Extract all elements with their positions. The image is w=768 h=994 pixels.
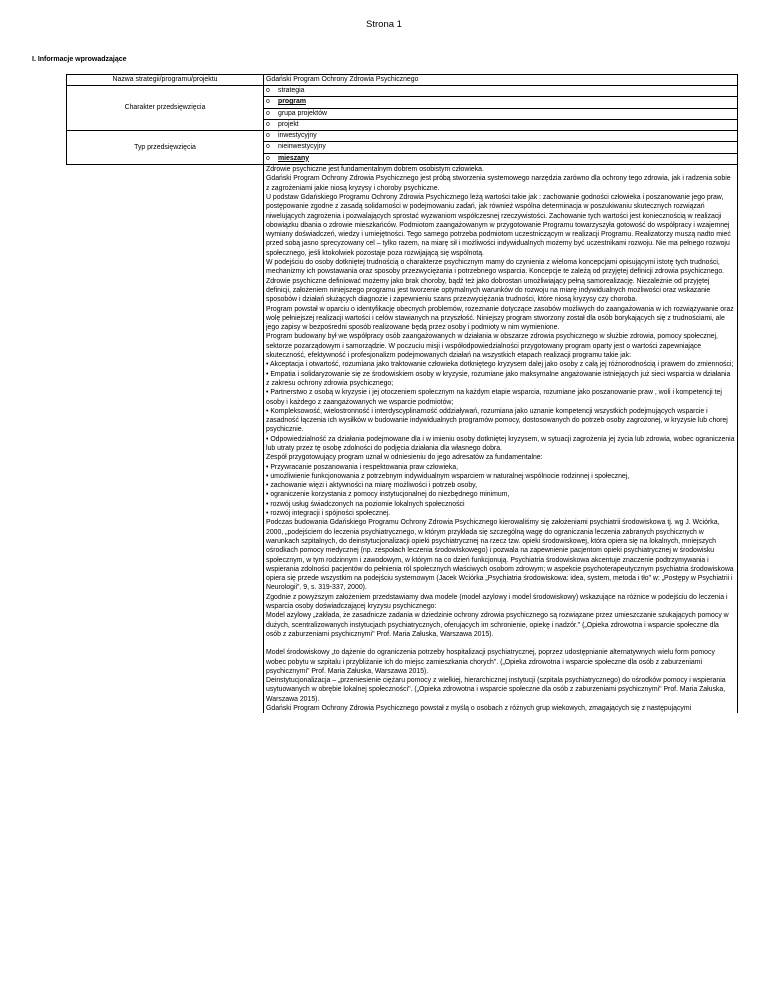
character-option-marker: o	[266, 109, 270, 117]
description-paragraph: Deinstytucjonalizacja – „przeniesienie ciężaru pomocy z wielkiej, hierarchicznej instytucji (szpitala psychiatrycznego) do ośrodków pomocy i wspierania usytuowanych w obrębie lokalnej społeczności". („Opieka zdrowotna i wsparcie społeczne dla osób z zaburzeniami psychicznymi" Prof. Maria Załuska, Warszawa 2015).	[266, 677, 726, 703]
description-paragraph: • Kompleksowość, wielostronność i interdyscyplinarność oddziaływań, rozumiana jako uznanie kompetencji wszystkich podejmujących wsparcie i zasadność łączenia ich wysiłków w budowanie indywidualnych programów pomocy, dostosowanych do potrzeb osoby zagrożonej, w kryzysie lub chorej psychicznie.	[266, 407, 728, 434]
type-option-label: nieinwestycyjny	[278, 143, 326, 151]
description-paragraph: • Akceptacja i otwartość, rozumiana jako traktowanie człowieka dotkniętego kryzysem dalej jako osoby z całą jej różnorodnością i prawem do zmienności;	[266, 361, 734, 369]
description-paragraph: Podczas budowania Gdańskiego Programu Ochrony Zdrowia Psychicznego kierowaliśmy się założeniami psychiatrii środowiskowa tj. wg J. Wciórka, 2000, „podejściem do leczenia psychiatrycznego, w którym przykłada się szczególną wagę do ograniczania leczenia zabranych psychicznych w warunkach szpitalnych, do deinstytucjonalizacji opieki psychiatrycznej na rzecz tzw. opieki środowiskowej, która opiera się na lokalnych, mniejszych ośrodkach pomocy medycznej (np. zespołach leczenia środowiskowego) i pozwala na zapewnienie pacjentom opieki psychiatrycznej w środowisku społecznym, w tym rodzinnym i zawodowym, w którym na co dzień funkcjonują. Psychiatria środowiskowa akcentuje znaczenie podtrzymywania i wspierania zdolności pacjentów do pełnienia ról społecznych właściwych osobom zdrowym; w aspekcie psychoterapeutycznym psychiatria środowiskowa opiera się przede wszystkim na podejściu systemowym (Jacek Wciórka „Psychiatria środowiskowa: idea, system, metoda i tło" w: „Postępy w Psychiatrii i Neurologii". 9, s. 319-337, 2000).	[266, 519, 734, 592]
description-paragraph: Zespół przygotowujący program uznał w odniesieniu do jego adresatów za fundamentalne:	[266, 454, 543, 462]
description-paragraph: • Partnerstwo z osobą w kryzysie i jej otoczeniem społecznym na każdym etapie wsparcia, rozumiane jako poszanowanie praw , woli i kompetencji tej osoby i każdego z zaangażowanych we wsparcie podmiotów;	[266, 389, 722, 406]
type-option-2[interactable]	[264, 154, 737, 164]
description-paragraph: • ograniczenie korzystania z pomocy instytucjonalnej do niezbędnego minimum,	[266, 491, 510, 499]
type-option-1[interactable]	[264, 142, 737, 153]
character-option-label: program	[278, 98, 306, 106]
description-paragraph: Gdański Program Ochrony Zdrowia Psychicznego powstał z myślą o osobach z różnych grup wiekowych, zmagających się z następującymi	[266, 705, 692, 712]
character-option-0[interactable]	[264, 86, 737, 97]
name-value	[264, 75, 738, 86]
row-description	[67, 165, 738, 714]
description-paragraph: Program budowany był we współpracy osób zaangażowanych w działania w obszarze zdrowia psychicznego w służbie zdrowia, pomocy społecznej, sektorze pozarządowym i samorządzie. W poczuciu misji i współodpowiedzialności przygotowany program oparty jest o wartości zapewniające skuteczność, efektywność i profesjonalizm podejmowanych działań na wszystkich etapach realizacji programu takie jak:	[266, 333, 718, 360]
name-label-text: Nazwa strategii/programu/projektu	[112, 76, 218, 83]
row-type	[67, 131, 738, 165]
intro-table	[66, 74, 738, 713]
description-paragraph: • Przywracanie poszanowania i respektowania praw człowieka,	[266, 463, 458, 471]
type-option-marker: o	[266, 132, 270, 140]
name-label	[67, 75, 264, 86]
description-spacer	[67, 165, 264, 714]
character-option-1[interactable]	[264, 97, 737, 108]
type-option-label: mieszany	[278, 154, 310, 162]
character-label-text: Charakter przedsięwzięcia	[124, 104, 206, 112]
description-paragraph: Model azylowy „zakłada, że zasadnicze zadania w dziedzinie ochrony zdrowia psychicznego są rozwiązane przez umieszczanie szukających pomocy w dużych, scentralizowanych instytucjach psychiatrycznych, oferujących im schronienie, opiekę i nadzór." („Opieka zdrowotna i wsparcie społeczne dla osób z zaburzeniami psychicznymi" Prof. Maria Załuska, Warszawa 2015).	[266, 612, 729, 638]
description-paragraph: U podstaw Gdańskiego Programu Ochrony Zdrowia Psychicznego leżą wartości takie jak : zachowanie godności człowieka i poszanowanie jego praw, postępowanie zgodne z zasadą solidarności w podejmowaniu zadań, jak również wspólna determinacja w poszukiwaniu skutecznych rozwiązań niwelujących zagrożenia i pozwalających sprostać wyzwaniom współczesnej rzeczywistości. Zachowanie tych wartości jest koniecznością w realizacji obowiązku dbania o zdrowie mieszkańców. Podmiotom zaangażowanym w przygotowanie Programu towarzyszyła gotowość do współpracy i wzajemnej wymiany doświadczeń, wiedzy i umiejętności. Tego samego potrzeba podmiotom uczestniczącym w realizacji Programu. Realizatorzy muszą nadto mieć przed sobą jasno sprecyzowany cel – tylko razem, na miarę sił i możliwości indywidualnych możemy być uczestnikami rozwoju. Nie ma pełnego rozwoju społecznego, jeśli ktokolwiek pozostaje poza rozwijającą się wspólnotą.	[266, 193, 731, 257]
character-option-marker: o	[266, 87, 270, 94]
type-label-text: Typ przedsięwzięcia	[134, 143, 196, 151]
type-option-marker: o	[266, 154, 270, 162]
description-paragraph: Zgodnie z powyższym założeniem przedstawiamy dwa modele (model azylowy i model środowiskowy) wskazujące na różnice w podejściu do leczenia i wsparcia osoby doświadczającej kryzysu psychicznego:	[266, 593, 728, 611]
page-header: Strona 1	[366, 19, 402, 30]
description-paragraph: Gdański Program Ochrony Zdrowia Psychicznego jest próbą stworzenia systemowego narzędzia zarówno dla ochrony tego zdrowia, jak i radzenia sobie z zagrożeniami jakie niosą kryzysy i choroby psychiczne.	[266, 175, 731, 192]
description-cell	[264, 165, 738, 714]
description-paragraph: W podejściu do osoby dotkniętej trudnością o charakterze psychicznym mamy do czynienia z wieloma koncepcjami opisującymi istotę tych trudności, mechanizmy ich powstawania oraz sposoby przezwyciężania i potrzebnego wsparcia. Koncepcje te zależą od przyjętej definicji zdrowia psychicznego. Zdrowie psychiczne definiować możemy jako brak choroby, bądź też jako dobrostan umożliwiający pełną samorealizację. Niezależnie od przyjętej definicji, założeniem niniejszego programu jest tworzenie optymalnych warunków do rozwoju na miarę indywidualnych możliwości oraz wskazanie sposobów i działań służących diagnozie i zapewnieniu szans przezwyciężania trudności, które niosą kryzysy czy choroba.	[266, 259, 725, 304]
description-paragraph: Program powstał w oparciu o identyfikację obecnych problemów, rozeznanie dotyczące zasobów możliwych do zaangażowania w ich rozwiązywanie oraz wolę pełniejszej realizacji wartości i celów stawianych na przyszłość. Niniejszy program stworzony został dla osób borykających się z trudnościami, ale jego zapisy w bezpośredni sposób realizowane będą przez osoby i podmioty w nim wymienione.	[266, 305, 734, 332]
description-paragraph: • umożliwienie funkcjonowania z potrzebnym indywidualnym wsparciem w naturalnej wspólnocie rodzinnej i społecznej,	[266, 472, 630, 480]
name-value-text: Gdański Program Ochrony Zdrowia Psychicznego	[266, 76, 419, 83]
type-option-label: inwestycyjny	[278, 132, 317, 140]
character-option-label: strategia	[278, 87, 305, 94]
character-option-2[interactable]	[264, 109, 737, 120]
character-option-label: projekt	[278, 120, 299, 128]
character-label	[67, 86, 264, 131]
description-paragraph: • Odpowiedzialność za działania podejmowane dla i w imieniu osoby dotkniętej kryzysem, w sytuacji zagrożenia jej życia lub zdrowia, wobec ograniczenia lub utraty przez tę osobę zdolności do podjęcia działania dla własnego dobra.	[266, 435, 735, 452]
type-option-marker: o	[266, 143, 270, 151]
character-option-3[interactable]	[264, 120, 737, 130]
description-paragraph: Model środowiskowy „to dążenie do ograniczenia potrzeby hospitalizacji psychiatrycznej, poprzez udostępnianie alternatywnych wielu form pomocy wobec pobytu w szpitalu i przybliżanie ich do miejsc zamieszkania chorych". („Opieka zdrowotna i wsparcie społeczne dla osób z zaburzeniami psychicznymi" Prof. Maria Załuska, Warszawa 2015).	[266, 649, 715, 675]
row-name	[67, 75, 738, 86]
character-option-marker: o	[266, 98, 270, 106]
type-options	[264, 131, 738, 165]
row-character	[67, 86, 738, 131]
character-option-marker: o	[266, 120, 270, 128]
description-paragraph: • zachowanie więzi i aktywności na miarę możliwości i potrzeb osoby,	[266, 482, 478, 490]
type-label	[67, 131, 264, 165]
description-paragraph: • rozwój usług świadczonych na poziomie lokalnych społeczności	[266, 500, 465, 508]
character-options	[264, 86, 738, 131]
description-paragraph: • Empatia i solidaryzowanie się ze środowiskiem osoby w kryzysie, rozumiane jako maksymalne angażowanie istniejących już sieci wsparcia w działania z zakresu ochrony zdrowia psychicznego;	[266, 370, 731, 387]
type-option-0[interactable]	[264, 131, 737, 142]
description-paragraph: • rozwój integracji i spójności społecznej.	[266, 510, 391, 518]
character-option-label: grupa projektów	[278, 109, 328, 117]
description-paragraph: Zdrowie psychiczne jest fundamentalnym dobrem osobistym człowieka.	[266, 166, 484, 174]
section-title: I. Informacje wprowadzające	[32, 56, 127, 63]
